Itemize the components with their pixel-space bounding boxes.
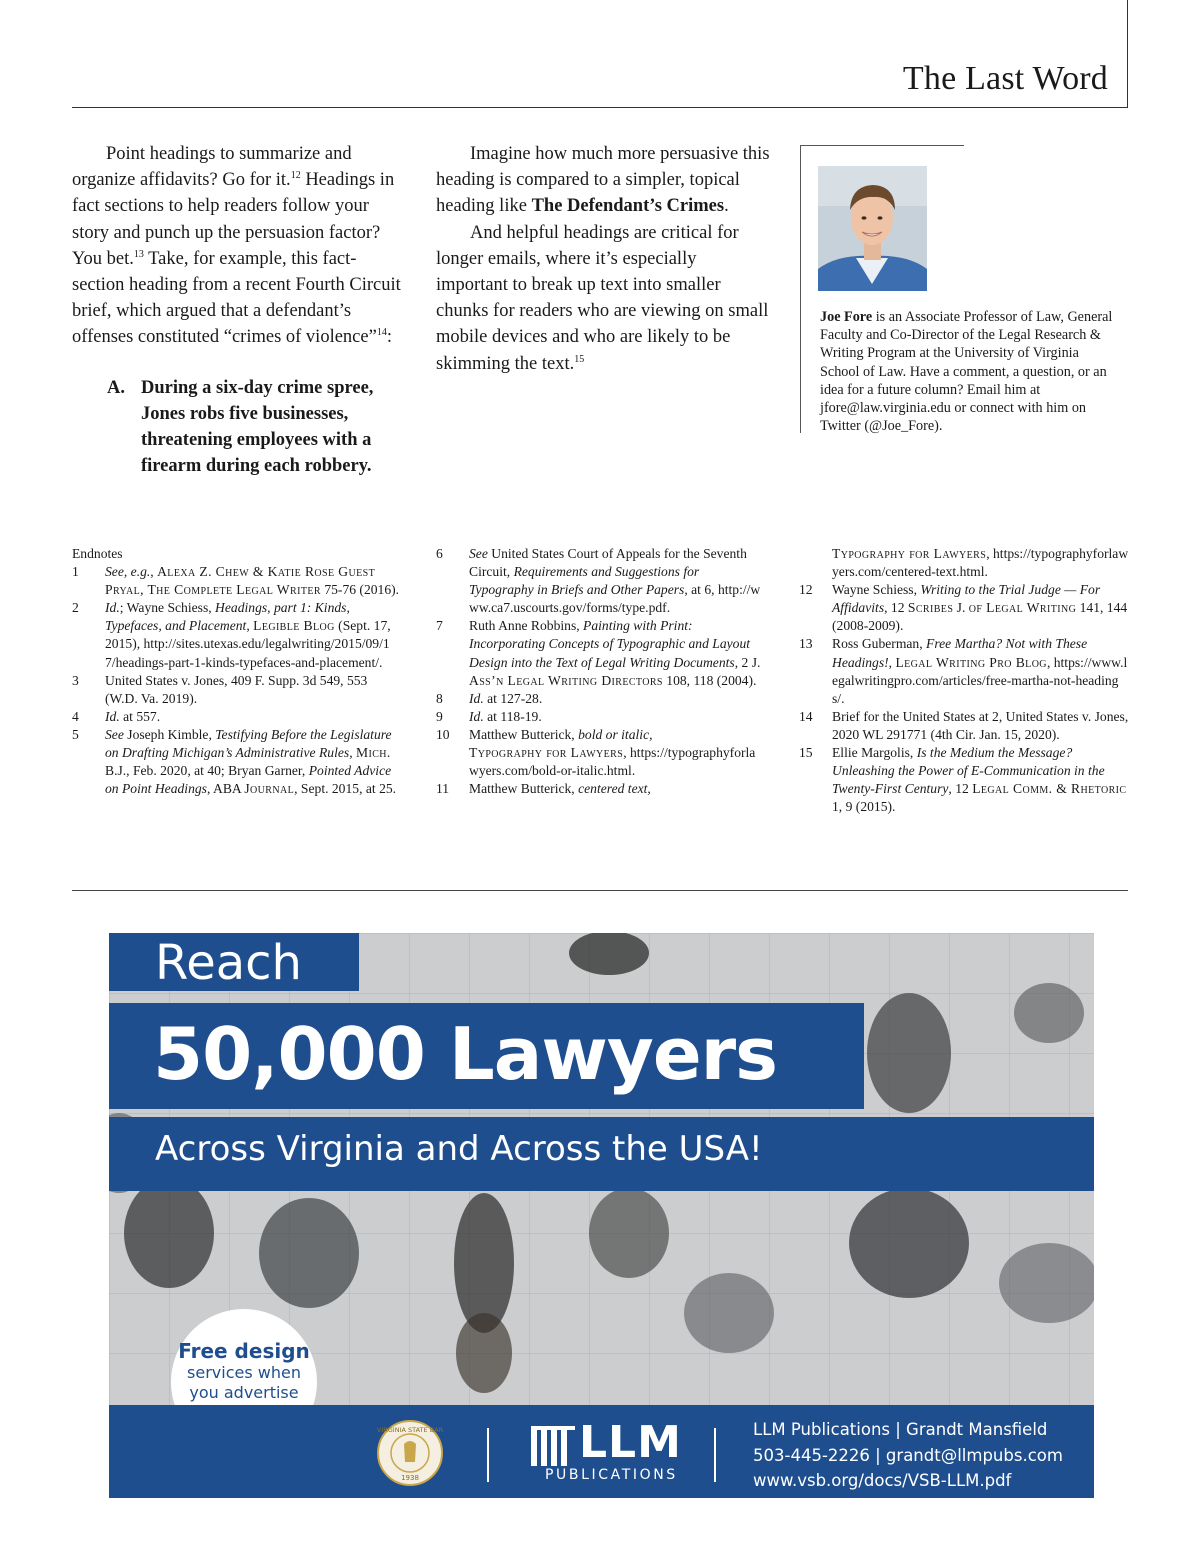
header-vertical-rule — [1127, 0, 1128, 108]
endnotes-column-1 — [72, 545, 400, 798]
endnote-continued: Typography for Lawyers, https://typographyforlawyers.com/centered-text.html. — [832, 546, 1129, 580]
footnote-ref: 15 — [574, 353, 585, 365]
endnote: 12 Wayne Schiess, Writing to the Trial Judge — For Affidavits, 12 Scribes J. of Legal Writing 141, 144 (2008-2009). — [799, 582, 1128, 634]
ad-subhead: Across Virginia and Across the USA! — [155, 1129, 763, 1169]
svg-text:VIRGINIA STATE BAR: VIRGINIA STATE BAR — [377, 1426, 443, 1434]
advertisement — [109, 933, 1094, 1498]
endnote: 14 Brief for the United States at 2, United States v. Jones, 2020 WL 291771 (4th Cir. Jan. 15, 2020). — [799, 708, 1129, 742]
endnotes-column-2 — [436, 545, 764, 798]
author-box-left-rule — [800, 145, 801, 433]
header-rule — [72, 107, 1128, 108]
endnote: 10 Matthew Butterick, bold or italic, Typography for Lawyers, https://typographyforlawyers.com/bold-or-italic.html. — [436, 726, 756, 779]
contact-line: www.vsb.org/docs/VSB-LLM.pdf — [753, 1471, 1012, 1490]
badge-line: Free design — [178, 1339, 310, 1363]
ad-subhead-band — [109, 1117, 1094, 1191]
llm-logo-subtitle: PUBLICATIONS — [545, 1467, 678, 1483]
section-divider — [72, 890, 1128, 891]
paragraph: Point headings to summarize and organize affidavits? Go for it.$^{12}$ Headings in fact sections to help readers follow your story and punch up the persuasion factor? You bet.$^{13}$ Take, for example, this fact-section heading from a recent Fourth Circuit brief, which argued that a defendant’s offenses constituted “crimes of violence”$^{14}$: — [72, 144, 401, 348]
endnote: 7 Ruth Anne Robbins, Painting with Print: Incorporating Concepts of Typographic and Layout Design into the Text of Legal Writing Documents, 2 J. Ass’n Legal Writing Directors 108, 118 (2004). — [436, 618, 761, 688]
ad-footer-divider — [487, 1428, 489, 1482]
ad-footer-divider — [714, 1428, 716, 1482]
virginia-state-bar-seal-icon — [377, 1420, 443, 1486]
llm-logo-icon — [529, 1424, 577, 1468]
point-heading-label: A. — [107, 377, 125, 398]
badge-line: you advertise — [189, 1383, 299, 1402]
author-photo — [818, 166, 927, 291]
paragraph: Imagine how much more persuasive this heading is compared to a simpler, topical heading like The Defendant’s Crimes. — [436, 144, 770, 217]
endnote: 5 See Joseph Kimble, Testifying Before the Legislature on Drafting Michigan’s Administrative Rules, Mich. B.J., Feb. 2020, at 40; Bryan Garner, Pointed Advice on Point Headings, ABA Journal, Sept. 2015, at 25. — [72, 726, 397, 797]
body-column-2 — [436, 141, 772, 377]
svg-text:1938: 1938 — [401, 1474, 419, 1482]
endnote: 4 Id. at 557. — [72, 708, 161, 724]
contact-line: LLM Publications | Grandt Mansfield — [753, 1420, 1048, 1439]
ad-contact — [753, 1417, 1063, 1494]
paragraph: And helpful headings are critical for longer emails, where it’s especially important to break up text into smaller chunks for readers who are viewing on small mobile devices and who are likely to be skimming the text.$^{15}$ — [436, 222, 769, 374]
footnote-ref: 12 — [290, 170, 301, 182]
point-heading-text: During a six-day crime spree, Jones robs five businesses, threatening employees with a firearm during each robbery. — [141, 377, 374, 477]
ad-reach-band — [109, 933, 359, 991]
endnote: 15 Ellie Margolis, Is the Medium the Message? Unleashing the Power of E-Communication in the Twenty-First Century, 12 Legal Comm. & Rhetoric 1, 9 (2015). — [799, 745, 1127, 815]
endnote: 2 Id.; Wayne Schiess, Headings, part 1: Kinds, Typefaces, and Placement, Legible Blog (Sept. 17, 2015), http://sites.utexas.edu/legalwriting/2015/09/17/headings-part-1-kinds-typefaces-and-placement/. — [72, 600, 391, 670]
endnote: 9 Id. at 118-19. — [436, 708, 542, 724]
ad-headline: 50,000 Lawyers — [153, 1012, 778, 1096]
section-title: The Last Word — [902, 60, 1108, 97]
footnote-ref: 13 — [133, 248, 144, 260]
endnote: 3 United States v. Jones, 409 F. Supp. 3d 549, 553 (W.D. Va. 2019). — [72, 672, 368, 706]
ad-headline-band — [109, 1003, 864, 1109]
endnote: 13 Ross Guberman, Free Martha? Not with These Headings!, Legal Writing Pro Blog, https://www.legalwritingpro.com/articles/free-martha-not-headings/. — [799, 636, 1128, 706]
author-box-top-rule — [800, 145, 964, 146]
contact-line: 503-445-2226 | grandt@llmpubs.com — [753, 1445, 1063, 1465]
endnotes-column-3 — [799, 545, 1129, 816]
author-bio: Joe Fore is an Associate Professor of Law, General Faculty and Co-Director of the Legal Research & Writing Program at the University of Virginia School of Law. Have a comment, a question, or an idea for a future column? Email him at jfore@law.virginia.edu or connect with him on Twitter (@Joe_Fore). — [820, 309, 1113, 435]
endnote: 8 Id. at 127-28. — [436, 690, 543, 706]
endnotes-heading: Endnotes — [72, 546, 123, 561]
badge-line: services when — [187, 1363, 301, 1382]
endnote: 11 Matthew Butterick, centered text, — [436, 781, 651, 797]
footnote-ref: 14 — [376, 327, 387, 339]
bold-heading-example: The Defendant’s Crimes — [531, 196, 725, 217]
point-heading-example — [72, 375, 408, 480]
endnote: 6 See United States Court of Appeals for the Seventh Circuit, Requirements and Suggestions for Typography in Briefs and Other Papers, at 6, http://www.ca7.uscourts.gov/forms/type.pdf. — [436, 546, 761, 616]
endnote: 1 See, e.g., Alexa Z. Chew & Katie Rose Guest Pryal, The Complete Legal Writer 75-76 (2016). — [72, 564, 400, 598]
llm-logo-text: LLM — [579, 1417, 682, 1468]
ad-reach-text: Reach — [155, 935, 302, 991]
body-column-1 — [72, 141, 408, 479]
author-name: Joe Fore — [820, 309, 873, 325]
